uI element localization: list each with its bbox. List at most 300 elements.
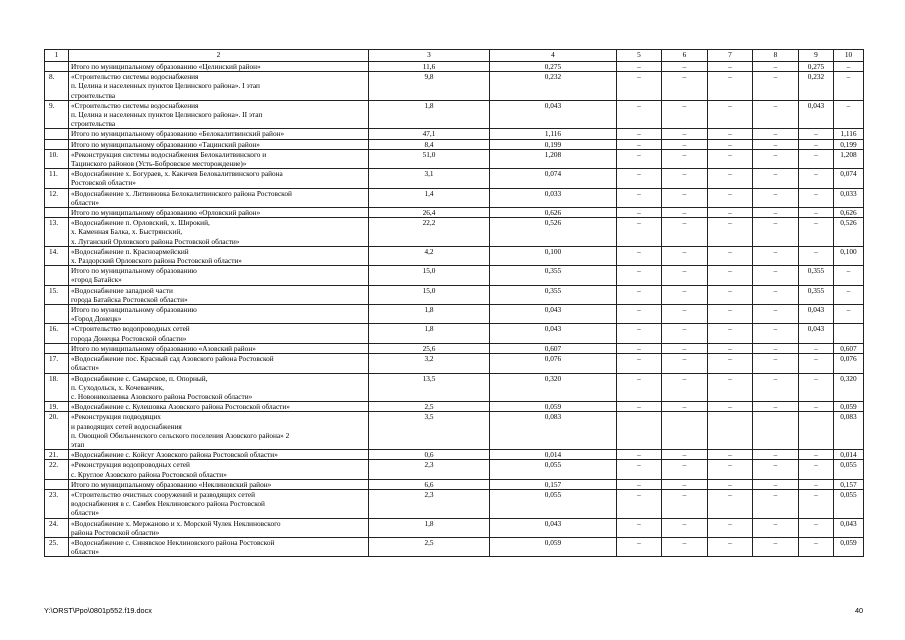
- year-cell: –: [799, 460, 834, 479]
- amount-cell: 0,043: [490, 305, 617, 324]
- length-cell: 13,5: [369, 373, 490, 402]
- row-number-cell: 22.: [45, 460, 69, 479]
- year-cell: –: [617, 460, 662, 479]
- year-cell: –: [708, 450, 753, 460]
- amount-cell: 0,320: [490, 373, 617, 402]
- year-cell: [753, 412, 799, 450]
- length-cell: 15,0: [369, 266, 490, 285]
- year-cell: –: [799, 354, 834, 373]
- year-cell: 1,116: [834, 129, 864, 139]
- header-cell: 7: [708, 50, 753, 62]
- year-cell: 0,055: [834, 460, 864, 479]
- year-cell: –: [617, 188, 662, 207]
- year-cell: –: [799, 343, 834, 353]
- year-cell: –: [617, 149, 662, 168]
- year-cell: –: [708, 518, 753, 537]
- length-cell: 22,2: [369, 218, 490, 247]
- table-row: [45, 324, 864, 343]
- year-cell: 0,199: [834, 139, 864, 149]
- year-cell: –: [753, 518, 799, 537]
- header-cell: 8: [753, 50, 799, 62]
- year-cell: –: [662, 149, 708, 168]
- year-cell: –: [753, 208, 799, 218]
- header-cell: 9: [799, 50, 834, 62]
- year-cell: –: [799, 139, 834, 149]
- length-cell: 51,0: [369, 149, 490, 168]
- year-cell: –: [708, 208, 753, 218]
- row-number-cell: 14.: [45, 246, 69, 265]
- length-cell: 2,3: [369, 460, 490, 479]
- year-cell: 0,355: [799, 285, 834, 304]
- year-cell: 0,157: [834, 479, 864, 489]
- year-cell: –: [662, 324, 708, 343]
- document-table: [44, 49, 864, 557]
- description-cell: «Строительство системы водоснабжения п. Целина и населенных пунктов Целинского района». I этап строительства: [69, 72, 369, 101]
- header-cell: 6: [662, 50, 708, 62]
- amount-cell: 0,100: [490, 246, 617, 265]
- table-row: [45, 246, 864, 265]
- description-cell: Итого по муниципальному образованию «Белокалитвинский район»: [69, 129, 369, 139]
- table-row: [45, 305, 864, 324]
- row-number-cell: [45, 139, 69, 149]
- table-row: [45, 489, 864, 518]
- table-row: [45, 218, 864, 247]
- year-cell: –: [662, 489, 708, 518]
- year-cell: –: [617, 129, 662, 139]
- year-cell: 0,232: [799, 72, 834, 101]
- year-cell: –: [753, 100, 799, 129]
- year-cell: –: [799, 149, 834, 168]
- year-cell: 0,014: [834, 450, 864, 460]
- table-row: [45, 354, 864, 373]
- description-cell: «Реконструкция водопроводных сетей с. Круглое Азовского района Ростовской области»: [69, 460, 369, 479]
- row-number-cell: 8.: [45, 72, 69, 101]
- year-cell: –: [662, 72, 708, 101]
- table-row: [45, 129, 864, 139]
- year-cell: –: [799, 218, 834, 247]
- table-row: [45, 412, 864, 450]
- year-cell: –: [662, 460, 708, 479]
- year-cell: –: [708, 305, 753, 324]
- length-cell: 3,5: [369, 412, 490, 450]
- amount-cell: 0,055: [490, 460, 617, 479]
- table-row: [45, 518, 864, 537]
- row-number-cell: [45, 305, 69, 324]
- year-cell: –: [753, 72, 799, 101]
- length-cell: 8,4: [369, 139, 490, 149]
- year-cell: –: [662, 218, 708, 247]
- year-cell: –: [617, 479, 662, 489]
- year-cell: –: [708, 139, 753, 149]
- description-cell: Итого по муниципальному образованию «Город Донецк»: [69, 305, 369, 324]
- year-cell: –: [708, 324, 753, 343]
- year-cell: –: [617, 354, 662, 373]
- header-cell: 10: [834, 50, 864, 62]
- amount-cell: 0,157: [490, 479, 617, 489]
- year-cell: 0,526: [834, 218, 864, 247]
- year-cell: [708, 412, 753, 450]
- table-row: [45, 285, 864, 304]
- year-cell: –: [799, 373, 834, 402]
- year-cell: –: [799, 450, 834, 460]
- length-cell: 0,6: [369, 450, 490, 460]
- year-cell: –: [662, 479, 708, 489]
- amount-cell: 0,059: [490, 537, 617, 556]
- year-cell: –: [708, 62, 753, 72]
- year-cell: 0,033: [834, 188, 864, 207]
- description-cell: «Водоснабжение п. Орловский, х. Широкий, х. Каменная Балка, х. Быстрянский, х. Луганский Орловского района Ростовской области»: [69, 218, 369, 247]
- row-number-cell: 23.: [45, 489, 69, 518]
- year-cell: –: [662, 139, 708, 149]
- row-number-cell: [45, 129, 69, 139]
- table-row: [45, 266, 864, 285]
- year-cell: –: [834, 266, 864, 285]
- year-cell: –: [753, 149, 799, 168]
- length-cell: 47,1: [369, 129, 490, 139]
- description-cell: Итого по муниципальному образованию «Азовский район»: [69, 343, 369, 353]
- length-cell: 6,6: [369, 479, 490, 489]
- amount-cell: 0,232: [490, 72, 617, 101]
- length-cell: 1,8: [369, 305, 490, 324]
- year-cell: –: [834, 305, 864, 324]
- row-number-cell: [45, 343, 69, 353]
- length-cell: 2,5: [369, 537, 490, 556]
- year-cell: 0,626: [834, 208, 864, 218]
- year-cell: –: [617, 402, 662, 412]
- length-cell: 4,2: [369, 246, 490, 265]
- year-cell: –: [617, 373, 662, 402]
- year-cell: –: [753, 305, 799, 324]
- year-cell: –: [708, 285, 753, 304]
- table-row: [45, 450, 864, 460]
- description-cell: Итого по муниципальному образованию «Тацинский район»: [69, 139, 369, 149]
- row-number-cell: [45, 479, 69, 489]
- table-header-row: [45, 50, 864, 62]
- row-number-cell: 19.: [45, 402, 69, 412]
- year-cell: –: [662, 188, 708, 207]
- year-cell: –: [708, 266, 753, 285]
- amount-cell: 0,076: [490, 354, 617, 373]
- year-cell: –: [799, 479, 834, 489]
- year-cell: –: [708, 354, 753, 373]
- row-number-cell: 20.: [45, 412, 69, 450]
- length-cell: 1,4: [369, 188, 490, 207]
- row-number-cell: [45, 266, 69, 285]
- year-cell: –: [617, 450, 662, 460]
- year-cell: –: [799, 129, 834, 139]
- header-cell: 2: [69, 50, 369, 62]
- year-cell: –: [753, 373, 799, 402]
- year-cell: 0,074: [834, 169, 864, 188]
- year-cell: –: [662, 305, 708, 324]
- year-cell: –: [799, 188, 834, 207]
- year-cell: –: [799, 518, 834, 537]
- year-cell: –: [708, 188, 753, 207]
- length-cell: 2,5: [369, 402, 490, 412]
- year-cell: –: [799, 489, 834, 518]
- year-cell: –: [799, 246, 834, 265]
- table-row: [45, 62, 864, 72]
- year-cell: 0,043: [834, 518, 864, 537]
- year-cell: –: [662, 402, 708, 412]
- year-cell: –: [617, 518, 662, 537]
- year-cell: –: [834, 72, 864, 101]
- description-cell: «Водоснабжение с. Синявское Неклиновского района Ростовской области»: [69, 537, 369, 556]
- year-cell: –: [617, 139, 662, 149]
- year-cell: –: [617, 285, 662, 304]
- year-cell: –: [708, 149, 753, 168]
- description-cell: «Водоснабжение с. Самарское, п. Опорный, п. Суходольск, х. Кочеванчик, с. Новониколаевка Азовского района Ростовской области»: [69, 373, 369, 402]
- header-cell: 4: [490, 50, 617, 62]
- footer-file-path: Y:\ORST\Ppo\0801p552.f19.docx: [44, 606, 152, 615]
- table-row: [45, 139, 864, 149]
- year-cell: –: [753, 402, 799, 412]
- year-cell: 0,100: [834, 246, 864, 265]
- table-row: [45, 149, 864, 168]
- year-cell: –: [708, 479, 753, 489]
- footer-page-number: 40: [855, 606, 864, 615]
- year-cell: –: [708, 169, 753, 188]
- description-cell: «Водоснабжение западной части города Батайска Ростовской области»: [69, 285, 369, 304]
- year-cell: –: [708, 129, 753, 139]
- amount-cell: 0,055: [490, 489, 617, 518]
- year-cell: 0,607: [834, 343, 864, 353]
- year-cell: –: [617, 169, 662, 188]
- description-cell: «Реконструкция подводящих и разводящих сетей водоснабжения п. Овощной Обильненского сельского поселения Азовского района» 2 этап: [69, 412, 369, 450]
- year-cell: –: [708, 489, 753, 518]
- year-cell: –: [708, 72, 753, 101]
- year-cell: –: [662, 450, 708, 460]
- year-cell: –: [708, 537, 753, 556]
- year-cell: –: [753, 450, 799, 460]
- year-cell: –: [617, 489, 662, 518]
- year-cell: –: [617, 266, 662, 285]
- year-cell: –: [753, 129, 799, 139]
- year-cell: –: [662, 343, 708, 353]
- year-cell: –: [662, 100, 708, 129]
- year-cell: [799, 412, 834, 450]
- year-cell: –: [662, 62, 708, 72]
- description-cell: «Водоснабжение х. Мержаново и х. Морской Чулек Неклиновского района Ростовской области»: [69, 518, 369, 537]
- year-cell: –: [708, 460, 753, 479]
- year-cell: –: [662, 537, 708, 556]
- year-cell: –: [799, 402, 834, 412]
- table-row: [45, 373, 864, 402]
- year-cell: –: [708, 373, 753, 402]
- description-cell: «Реконструкция системы водоснабжения Белокалитвинского и Тацинского районов (Усть-Бобровское месторождение)»: [69, 149, 369, 168]
- header-cell: 5: [617, 50, 662, 62]
- amount-cell: 0,059: [490, 402, 617, 412]
- year-cell: –: [617, 324, 662, 343]
- table-row: [45, 188, 864, 207]
- year-cell: –: [617, 537, 662, 556]
- row-number-cell: 18.: [45, 373, 69, 402]
- year-cell: 0,355: [799, 266, 834, 285]
- year-cell: 0,043: [799, 100, 834, 129]
- year-cell: 0,320: [834, 373, 864, 402]
- description-cell: «Водоснабжение п. Красноармейский х. Раздорский Орловского района Ростовской области»: [69, 246, 369, 265]
- year-cell: –: [753, 188, 799, 207]
- year-cell: 0,055: [834, 489, 864, 518]
- length-cell: 2,3: [369, 489, 490, 518]
- year-cell: –: [753, 139, 799, 149]
- year-cell: –: [753, 479, 799, 489]
- year-cell: –: [617, 246, 662, 265]
- description-cell: «Водоснабжение пос. Красный сад Азовского района Ростовской области»: [69, 354, 369, 373]
- header-cell: 3: [369, 50, 490, 62]
- year-cell: 0,076: [834, 354, 864, 373]
- table-row: [45, 460, 864, 479]
- description-cell: Итого по муниципальному образованию «Целинский район»: [69, 62, 369, 72]
- description-cell: Итого по муниципальному образованию «Неклиновский район»: [69, 479, 369, 489]
- year-cell: 0,043: [799, 324, 834, 343]
- amount-cell: 0,626: [490, 208, 617, 218]
- year-cell: 1,208: [834, 149, 864, 168]
- amount-cell: 0,043: [490, 100, 617, 129]
- table-row: [45, 402, 864, 412]
- description-cell: «Строительство системы водоснабжения п. Целина и населенных пунктов Целинского района». II этап строительства: [69, 100, 369, 129]
- year-cell: –: [753, 489, 799, 518]
- length-cell: 26,4: [369, 208, 490, 218]
- year-cell: 0,083: [834, 412, 864, 450]
- year-cell: –: [753, 354, 799, 373]
- length-cell: 15,0: [369, 285, 490, 304]
- description-cell: «Строительство водопроводных сетей города Донецка Ростовской области»: [69, 324, 369, 343]
- year-cell: –: [662, 518, 708, 537]
- row-number-cell: 12.: [45, 188, 69, 207]
- table-row: [45, 100, 864, 129]
- year-cell: –: [799, 169, 834, 188]
- amount-cell: 0,043: [490, 518, 617, 537]
- year-cell: –: [753, 218, 799, 247]
- table-row: [45, 72, 864, 101]
- year-cell: –: [617, 218, 662, 247]
- table-body: [45, 62, 864, 557]
- row-number-cell: 21.: [45, 450, 69, 460]
- amount-cell: 0,199: [490, 139, 617, 149]
- year-cell: –: [617, 72, 662, 101]
- amount-cell: 0,526: [490, 218, 617, 247]
- row-number-cell: 15.: [45, 285, 69, 304]
- year-cell: 0,043: [799, 305, 834, 324]
- row-number-cell: 9.: [45, 100, 69, 129]
- year-cell: –: [662, 266, 708, 285]
- length-cell: 3,1: [369, 169, 490, 188]
- length-cell: 25,6: [369, 343, 490, 353]
- amount-cell: 0,275: [490, 62, 617, 72]
- year-cell: –: [662, 129, 708, 139]
- length-cell: 1,8: [369, 100, 490, 129]
- row-number-cell: 25.: [45, 537, 69, 556]
- amount-cell: 1,116: [490, 129, 617, 139]
- row-number-cell: 17.: [45, 354, 69, 373]
- year-cell: –: [753, 169, 799, 188]
- amount-cell: 0,043: [490, 324, 617, 343]
- year-cell: –: [753, 343, 799, 353]
- length-cell: 11,6: [369, 62, 490, 72]
- amount-cell: 0,033: [490, 188, 617, 207]
- year-cell: 0,059: [834, 537, 864, 556]
- description-cell: «Строительство очистных сооружений и разводящих сетей водоснабжения в с. Самбек Неклиновского района Ростовской области»: [69, 489, 369, 518]
- year-cell: –: [834, 62, 864, 72]
- year-cell: –: [708, 218, 753, 247]
- year-cell: –: [617, 62, 662, 72]
- length-cell: 1,8: [369, 324, 490, 343]
- year-cell: –: [662, 285, 708, 304]
- description-cell: Итого по муниципальному образованию «город Батайск»: [69, 266, 369, 285]
- year-cell: –: [753, 266, 799, 285]
- year-cell: –: [753, 537, 799, 556]
- length-cell: 1,8: [369, 518, 490, 537]
- description-cell: «Водоснабжение х. Богураев, х. Какичев Белокалитвинского района Ростовской области»: [69, 169, 369, 188]
- header-cell: 1: [45, 50, 69, 62]
- year-cell: –: [834, 100, 864, 129]
- row-number-cell: [45, 208, 69, 218]
- year-cell: [662, 412, 708, 450]
- year-cell: –: [662, 354, 708, 373]
- year-cell: –: [834, 285, 864, 304]
- row-number-cell: 24.: [45, 518, 69, 537]
- amount-cell: 1,208: [490, 149, 617, 168]
- year-cell: –: [708, 402, 753, 412]
- year-cell: –: [617, 343, 662, 353]
- year-cell: –: [753, 285, 799, 304]
- table-row: [45, 169, 864, 188]
- table-row: [45, 479, 864, 489]
- year-cell: –: [708, 343, 753, 353]
- year-cell: –: [799, 208, 834, 218]
- row-number-cell: 11.: [45, 169, 69, 188]
- row-number-cell: [45, 62, 69, 72]
- year-cell: –: [617, 100, 662, 129]
- description-cell: Итого по муниципальному образованию «Орловский район»: [69, 208, 369, 218]
- amount-cell: 0,607: [490, 343, 617, 353]
- year-cell: –: [617, 305, 662, 324]
- year-cell: [617, 412, 662, 450]
- table-row: [45, 343, 864, 353]
- year-cell: –: [753, 246, 799, 265]
- year-cell: 0,275: [799, 62, 834, 72]
- table-row: [45, 537, 864, 556]
- year-cell: –: [753, 460, 799, 479]
- amount-cell: 0,355: [490, 285, 617, 304]
- amount-cell: 0,355: [490, 266, 617, 285]
- description-cell: «Водоснабжение с. Кулешовка Азовского района Ростовской области»: [69, 402, 369, 412]
- amount-cell: 0,074: [490, 169, 617, 188]
- year-cell: –: [662, 208, 708, 218]
- year-cell: –: [708, 100, 753, 129]
- year-cell: –: [708, 246, 753, 265]
- year-cell: –: [753, 324, 799, 343]
- year-cell: 0,059: [834, 402, 864, 412]
- year-cell: –: [662, 246, 708, 265]
- row-number-cell: 10.: [45, 149, 69, 168]
- row-number-cell: 16.: [45, 324, 69, 343]
- description-cell: «Водоснабжение с. Койсуг Азовского района Ростовской области»: [69, 450, 369, 460]
- table-row: [45, 208, 864, 218]
- description-cell: «Водоснабжение х. Литвиновка Белокалитвинского района Ростовской области»: [69, 188, 369, 207]
- length-cell: 9,8: [369, 72, 490, 101]
- year-cell: –: [799, 537, 834, 556]
- year-cell: –: [753, 62, 799, 72]
- length-cell: 3,2: [369, 354, 490, 373]
- row-number-cell: 13.: [45, 218, 69, 247]
- year-cell: [834, 324, 864, 343]
- amount-cell: 0,083: [490, 412, 617, 450]
- year-cell: –: [662, 373, 708, 402]
- year-cell: –: [662, 169, 708, 188]
- year-cell: –: [617, 208, 662, 218]
